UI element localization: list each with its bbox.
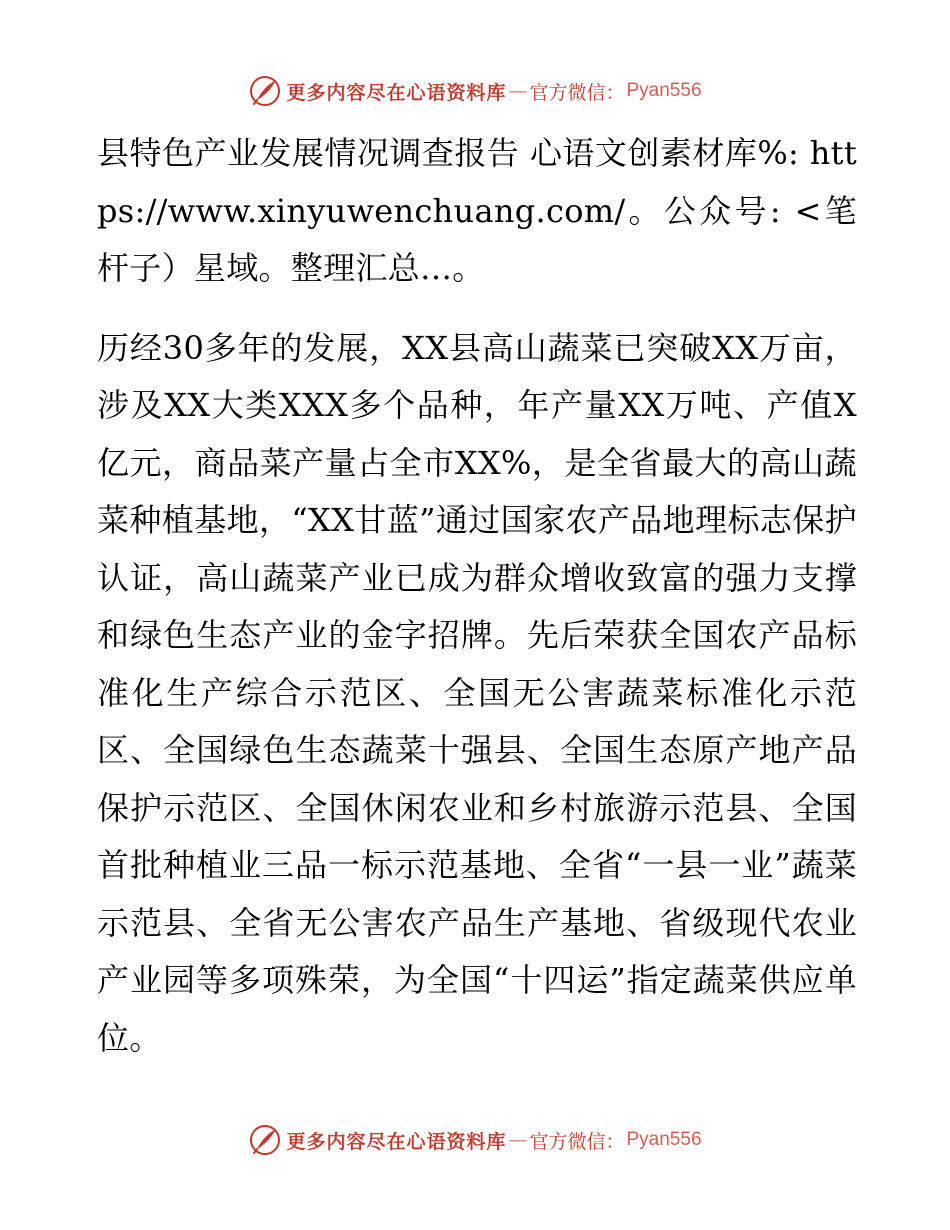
- footer-account: Pyan556: [626, 1129, 702, 1150]
- quill-pen-icon: [248, 1123, 282, 1157]
- header-separator: —: [508, 80, 528, 102]
- header-account: Pyan556: [626, 80, 702, 101]
- header-site-text: 更多内容尽在心语资料库: [286, 81, 507, 104]
- header-watermark-banner: [0, 71, 950, 111]
- footer-wechat-label: 官方微信：: [529, 1130, 625, 1153]
- header-wechat-label: 官方微信：: [529, 81, 625, 104]
- document-body: [97, 125, 857, 1067]
- quill-pen-icon: [248, 74, 282, 108]
- footer-watermark-banner: [0, 1120, 950, 1160]
- intro-paragraph: 县特色产业发展情况调查报告 心语文创素材库%: https://www.xinyuwenchuang.com/。公众号: <笔杆子）星域。整理汇总…。: [97, 134, 857, 287]
- footer-separator: —: [508, 1129, 528, 1151]
- footer-site-text: 更多内容尽在心语资料库: [286, 1130, 507, 1153]
- body-paragraph: 历经30多年的发展，XX县高山蔬菜已突破XX万亩，涉及XX大类XXX多个品种，年产量XX万吨、产值X亿元，商品菜产量占全市XX%，是全省最大的高山蔬菜种植基地，“XX甘蓝”通过国家农产品地理标志保护认证，高山蔬菜产业已成为群众增收致富的强力支撑和绿色生态产业的金字招牌。先后荣获全国农产品标准化生产综合示范区、全国无公害蔬菜标准化示范区、全国绿色生态蔬菜十强县、全国生态原产地产品保护示范区、全国休闲农业和乡村旅游示范县、全国首批种植业三品一标示范基地、全省“一县一业”蔬菜示范县、全省无公害农产品生产基地、省级现代农业产业园等多项殊荣，为全国“十四运”指定蔬菜供应单位。: [97, 328, 857, 1057]
